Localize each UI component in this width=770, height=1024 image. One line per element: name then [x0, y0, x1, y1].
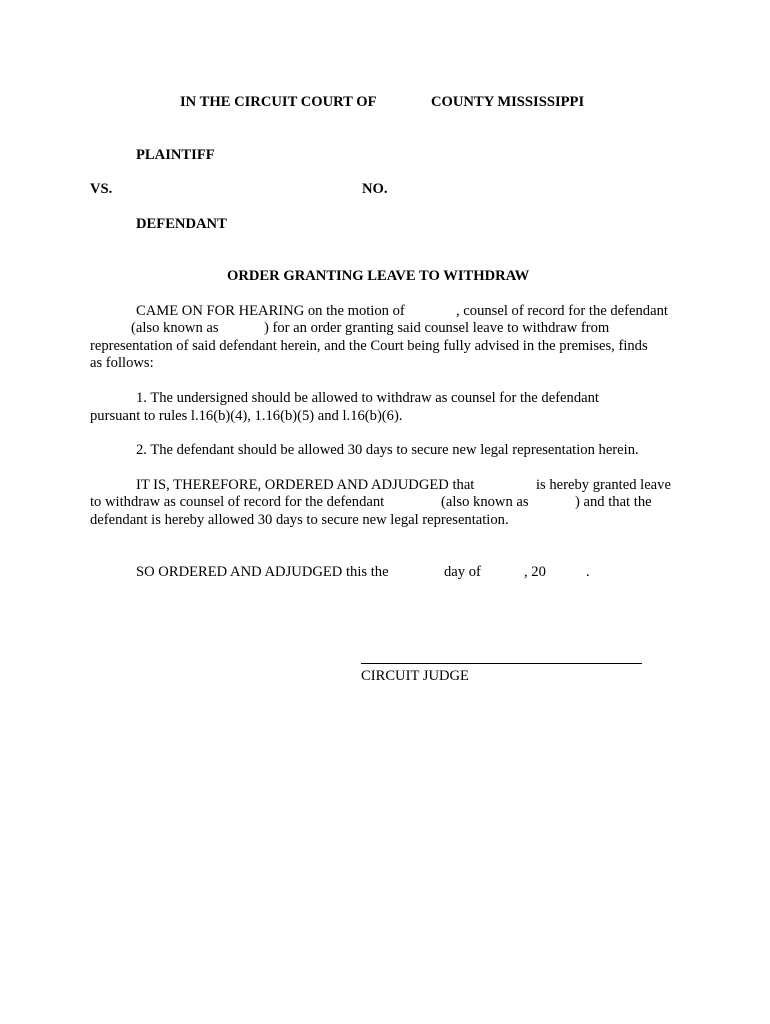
- paragraph-hearing-line4: as follows:: [90, 355, 154, 371]
- finding-item-2: 2. The defendant should be allowed 30 days to secure new legal representation herein.: [136, 442, 639, 458]
- circuit-judge-label: CIRCUIT JUDGE: [361, 668, 469, 684]
- ordering-line3: defendant is hereby allowed 30 days to secure new legal representation.: [90, 512, 509, 528]
- paragraph-hearing-line2b: ) for an order granting said counsel leave to withdraw from: [264, 320, 610, 336]
- ordering-line2a: to withdraw as counsel of record for the defendant: [90, 494, 385, 510]
- ordering-line2c: ) and that the: [575, 494, 652, 510]
- versus-label: VS.: [90, 181, 113, 197]
- county-state-label: COUNTY MISSISSIPPI: [431, 94, 585, 110]
- finding-item-1-line2: pursuant to rules l.16(b)(4), 1.16(b)(5) and l.16(b)(6).: [90, 408, 403, 424]
- paragraph-hearing-line1a: CAME ON FOR HEARING on the motion of: [136, 303, 405, 319]
- so-ordered-label: SO ORDERED AND ADJUDGED this the: [136, 564, 389, 580]
- paragraph-hearing-line3: representation of said defendant herein, and the Court being fully advised in the premises, finds: [90, 338, 648, 354]
- ordering-line1a: IT IS, THEREFORE, ORDERED AND ADJUDGED that: [136, 477, 475, 493]
- signature-line: [361, 663, 642, 664]
- ordering-line1b: is hereby granted leave: [536, 477, 671, 493]
- defendant-label: DEFENDANT: [136, 216, 227, 232]
- day-of-label: day of: [444, 564, 481, 580]
- paragraph-hearing-line1b: , counsel of record for the defendant: [456, 303, 668, 319]
- order-title: ORDER GRANTING LEAVE TO WITHDRAW: [227, 268, 530, 284]
- finding-item-1-line1: 1. The undersigned should be allowed to withdraw as counsel for the defendant: [136, 390, 599, 406]
- paragraph-hearing-line2a: (also known as: [131, 320, 219, 336]
- ordering-line2b: (also known as: [441, 494, 529, 510]
- case-number-label: NO.: [362, 181, 388, 197]
- year-label: , 20: [524, 564, 546, 580]
- plaintiff-label: PLAINTIFF: [136, 147, 215, 163]
- court-name-label: IN THE CIRCUIT COURT OF: [180, 94, 377, 110]
- closing-period: .: [586, 564, 590, 580]
